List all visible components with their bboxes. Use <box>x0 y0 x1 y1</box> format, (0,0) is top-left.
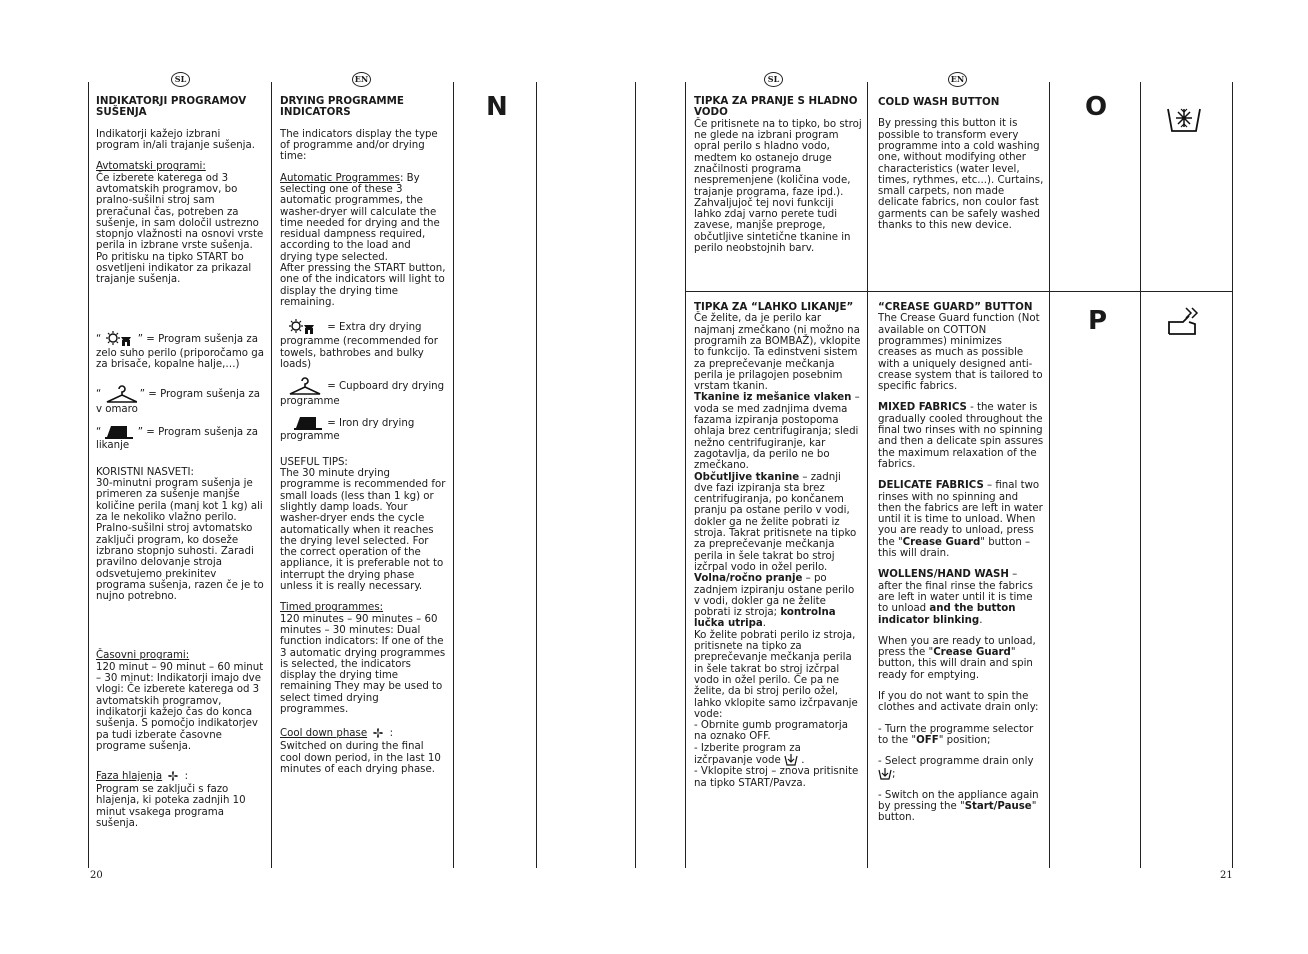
en-drying-intro: The indicators display the type of programme and/or drying time: <box>280 128 438 163</box>
en-delicate-text: – final two rinses with no spinning and then the fabrics are left in water until it is time to unload. When you are ready to unload, press the " <box>878 480 1043 548</box>
en-delicate-end: " button – this will drain. <box>878 536 1031 560</box>
sl-tips-text: 30-minutni program sušenja je primeren za sušenje manjše količine perila (manj kot 1 kg) ali za le nekoliko vlažno perilo. Pralno-sušilni stroj avtomatsko zaključi program, ko doseže izbrano stopnjo suhosti. Zaradi pravilno delovanje stroja odsvetujemo prekinitev programa sušenja, razen če je to nujno potrebno. <box>96 478 264 603</box>
hanger-icon <box>280 376 324 396</box>
sl-quote-open-2: “ <box>96 389 102 401</box>
en-cool-text: Switched on during the final cool down period, in the last 10 minutes of each drying phase. <box>280 741 441 775</box>
sl-language-badge-right: SL <box>764 72 783 87</box>
fan-icon <box>370 725 386 741</box>
en-wool-label: WOLLENS/HAND WASH <box>878 569 1009 581</box>
en-mixed-label: MIXED FABRICS <box>878 402 967 414</box>
en-ready-end: " button, this will drain and spin ready for emptying. <box>878 647 1033 681</box>
hanger-icon <box>105 384 137 404</box>
en-delicate-label: DELICATE FABRICS <box>878 480 984 492</box>
en-switch-button-name: Start/Pause <box>964 801 1032 813</box>
sl-cool-text: Program se zaključi s fazo hlajenja, ki poteka zadnjih 10 minut vsakega programa sušenja. <box>96 784 246 829</box>
sl-cupboard-text: ” = Program sušenja za v omaro <box>96 389 260 416</box>
en-cold-wash-heading: COLD WASH BUTTON <box>878 96 1000 108</box>
en-auto-text: : By selecting one of these 3 automatic programmes, the washer-dryer will calculate the time needed for drying and the residual dampness required, according to the load and drying type selected. <box>280 172 440 263</box>
drain-icon <box>784 754 798 766</box>
sl-auto-text-2: Po pritisku na tipko START bo osvetljeni indikator za prikazal trajanje sušenja. <box>96 251 252 286</box>
sl-crease-heading: TIPKA ZA “LAHKO LIKANJE” <box>694 301 854 313</box>
en-timed-title: Timed programmes: <box>280 602 384 614</box>
en-tips-text: The 30 minute drying programme is recommended for small loads (less than 1 kg) or slightly damp loads. Your washer-dryer ends the cycle automatically when it reaches the drying level selected. For the correct operation of the appliance, it is preferable not to interrupt the drying phase unless it is really necessary. <box>280 468 446 593</box>
sl-auto-title: Avtomatski programi: <box>96 161 206 173</box>
sl-lamp-label: kontrolna lučka utripa <box>694 607 836 630</box>
en-language-badge: EN <box>352 72 371 87</box>
sl-mixed-text: – voda se med zadnjima dvema fazama izpiranja postopoma ohlaja brez centrifugiranja; sledi nežno centrifugiranje, kar zagotavlja, da perilo ne bo zmečkano. <box>694 392 860 472</box>
en-crease-intro: The Crease Guard function (Not available on COTTON programmes) minimizes creases as much as possible with a uniquely designed anti-crease system that is tailored to specific fabrics. <box>878 313 1043 393</box>
en-timed-text: 120 minutes – 90 minutes – 60 minutes – 30 minutes: Dual function indicators: If one of the 3 automatic drying programmes is selected, the indicators display the drying time remaining They may be used to select timed drying programmes. <box>280 613 446 715</box>
en-drying-indicators-column: DRYING PROGRAMME INDICATORS The indicators display the type of programme and/or drying time: Automatic Programmes: By selecting one of these 3 automatic programmes, the washer-dryer will calculate the time needed for drying and the residual dampness required, according to the load and drying type selected. After pressing the START button, one of the indicators will light to display the drying time remaining. = Extra dry drying programme (recommended for towels, bathrobes and bulky loads) = Cupboard dry drying programme = Iron dry drying programme USEFUL TIPS: The 30 minute drying programme is recommended for small loads (less than 1 kg) or slightly damp loads. Your washer-dryer ends the cycle automatically when it reaches the drying level selected. For the correct operation of the appliance, it is preferable not to interrupt the drying phase unless it is really necessary. Timed programmes: 120 minutes – 90 minutes – 60 minutes – 30 minutes: Dual function indicators: If one of the 3 automatic drying programmes is selected, the indicators display the drying time remaining They may be used to select timed drying programmes. Cool down phase : Switched on during the final cool down period, in the last 10 minutes of each drying phase. <box>280 95 446 775</box>
en-turn-text: - Turn the programme selector to the " <box>878 723 1034 746</box>
en-cold-wash-text: By pressing this button it is possible to transform every programme into a cold washing one, without modifying other characteristics (water level, times, rythmes, etc...). Curtains, small carpets, non made delicate fabrics, non coulor fast garments can be safely washed thanks to this new device. <box>878 118 1044 232</box>
left-page-rule-1 <box>88 82 89 868</box>
sl-crease-guard-column: TIPKA ZA “LAHKO LIKANJE” Če želite, da je perilo kar najmanj zmečkano (ni možno na programih za BOMBAŽ), vklopite to funkcijo. Ta edinstveni sistem za preprečevanje mečkanja perila je prilagojen posebnim vrstam tkanin. Tkanine iz mešanice vlaken – voda se med zadnjima dvema fazama izpiranja postopoma ohlaja brez centrifugiranja; sledi nežno centrifugiranje, kar zagotavlja, da perilo ne bo zmečkano. Občutljive tkanine – zadnji dve fazi izpiranja sta brez centrifugiranja, po končanem pranju pa ostane perilo v vodi, dokler ga ne želite pobrati iz stroja. Takrat pritisnete na tipko za preprečevanje mečkanja perila in šele takrat bo stroj izčrpal vodo in ožel perilo. Volna/ročno pranje – po zadnjem izpiranju ostane perilo v vodi, dokler ga ne želite pobrati iz stroja; kontrolna lučka utripa. Ko želite pobrati perilo iz stroja, pritisnete na tipko za preprečevanje mečkanja perila in šele takrat bo stroj izčrpal vodo in ožel perilo. Če pa ne želite, da bi stroj perilo ožel, lahko vklopite samo izčrpavanje vode: - Obrnite gumb programatorja na oznako OFF. - Izberite program za izčrpavanje vode . - Vklopite stroj – znova pritisnite na tipko START/Pavza. <box>694 301 861 789</box>
sl-delicate-label: Občutljive tkanine <box>694 471 800 483</box>
section-letter-o: O <box>1085 92 1108 122</box>
extra-dry-icon <box>105 330 135 348</box>
en-turn-end: " position; <box>938 734 991 746</box>
en-extra-dry-text: = Extra dry drying programme (recommended for towels, bathrobes and bulky loads) <box>280 322 438 370</box>
sl-cold-wash-column <box>694 96 862 264</box>
right-page-rule-4 <box>1140 82 1141 868</box>
en-auto-title: Automatic Programmes <box>280 172 400 184</box>
en-delicate-button-name: Crease Guard <box>902 536 981 548</box>
en-auto-text-2: After pressing the START button, one of the indicators will light to display the drying time remaining. <box>280 263 446 308</box>
right-page-rule-5 <box>1232 82 1233 868</box>
page-number-left: 20 <box>90 870 103 881</box>
sl-tips-title: KORISTNI NASVETI: <box>96 466 194 478</box>
sl-wool-text: – po zadnjem izpiranju ostane perilo v vodi, dokler ga ne želite pobrati iz stroja; <box>694 573 855 619</box>
page-number-right: 21 <box>1220 870 1233 881</box>
iron-icon <box>105 424 135 440</box>
right-page-row-divider <box>686 291 1233 292</box>
en-cold-wash-column <box>878 97 1044 241</box>
sl-step-2: - Izberite program za izčrpavanje vode <box>694 742 801 766</box>
sl-quote-open-3: “ <box>96 426 102 438</box>
sl-delicate-text: – zadnji dve fazi izpiranja sta brez centrifugiranja, po končanem pranju pa ostane perilo v vodi, dokler ga ne želite pobrati iz stroja. Takrat pritisnete na tipko za preprečevanje mečkanja perila in šele takrat bo stroj izčrpal vodo in ožel perilo. <box>694 471 857 573</box>
sl-after-text: Ko želite pobrati perilo iz stroja, pritisnete na tipko za preprečevanje mečkanja perila in šele takrat bo stroj izčrpal vodo in ožel perilo. Če pa ne želite, da bi stroj perilo ožel, lahko vklopite samo izčrpavanje vode: <box>694 629 858 720</box>
en-select-text: - Select programme drain only <box>878 756 1034 768</box>
iron-icon <box>280 415 324 431</box>
sl-step-1: - Obrnite gumb programatorja na oznako OFF. <box>694 720 848 743</box>
sl-wool-label: Volna/ročno pranje <box>694 573 803 585</box>
en-crease-heading: “CREASE GUARD” BUTTON <box>878 301 1033 313</box>
sl-cool-title: Faza hlajenja <box>96 771 163 783</box>
en-cool-title: Cool down phase <box>280 728 368 740</box>
left-page-rule-5 <box>635 82 636 868</box>
sl-timed-title: Časovni programi: <box>96 650 190 662</box>
sl-quote-open: “ <box>96 333 102 345</box>
sl-crease-intro: Če želite, da je perilo kar najmanj zmečkano (ni možno na programih za BOMBAŽ), vklopite to funkcijo. Ta edinstveni sistem za preprečevanje mečkanja perila je prilagojen posebnim vrstam tkanin. <box>694 313 861 393</box>
right-page-rule-1 <box>685 82 686 868</box>
en-wool-blink: and the button indicator blinking <box>878 603 1016 626</box>
crease-guard-icon <box>1166 306 1202 336</box>
en-wool-text: – after the final rinse the fabrics are left in water until it is time to unload <box>878 569 1033 615</box>
right-page-rule-3 <box>1049 82 1050 868</box>
fan-icon <box>165 768 181 784</box>
en-ready-button-name: Crease Guard <box>933 647 1011 659</box>
left-page-rule-2 <box>271 82 272 868</box>
en-drain-only-text: If you do not want to spin the clothes and activate drain only: <box>878 691 1039 714</box>
sl-cold-wash-heading: TIPKA ZA PRANJE S HLADNO VODO <box>694 95 858 119</box>
sl-cold-wash-text: Če pritisnete na to tipko, bo stroj ne glede na izbrani program opral perilo s hladno vodo, medtem ko ostanejo druge značilnosti programa nespremenjene (količina vode, trajanje programa, faze ipd.). Zahvaljujoč tej novi funkciji lahko zdaj varno perete tudi zavese, manjše preproge, občutljive sintetične tkanine in perilo neobstojnih barv. <box>694 118 862 255</box>
en-switch-end: " button. <box>878 801 1037 824</box>
right-page-rule-2 <box>867 82 868 868</box>
en-drying-heading: DRYING PROGRAMME INDICATORS <box>280 95 404 119</box>
extra-dry-icon <box>280 318 324 336</box>
en-mixed-text: - the water is gradually cooled throughout the final two rinses with no spinning and then a delicate spin assures the maximum relaxation of the fabrics. <box>878 402 1044 470</box>
en-iron-text: = Iron dry drying programme <box>280 418 415 443</box>
sl-auto-text: Če izberete katerega od 3 avtomatskih programov, bo pralno-sušilni stroj sam preračunal čas, potreben za sušenje, in sam določil ustrezno stopnjo vlažnosti na osnovi vrste perila in izbrane vrste sušenja. <box>96 172 264 252</box>
section-letter-p: P <box>1088 306 1108 336</box>
sl-step-3: - Vklopite stroj – znova pritisnite na tipko START/Pavza. <box>694 766 859 789</box>
sl-timed-text: 120 minut – 90 minut – 60 minut – 30 minut: Indikatorji imajo dve vlogi: Če izberete katerega od 3 avtomatskih programov, indikatorji kažejo čas do konca sušenja. S pomočjo indikatorjev pa tudi izberate časovne programe sušenja. <box>96 661 264 752</box>
en-tips-title: USEFUL TIPS: <box>280 456 348 468</box>
sl-drying-indicators-column: INDIKATORJI PROGRAMOV SUŠENJA Indikatorji kažejo izbrani program in/ali trajanje sušenja. Avtomatski programi: Če izberete katerega od 3 avtomatskih programov, bo pralno-sušilni stroj sam preračunal čas, potreben za sušenje, in sam določil ustrezno stopnjo vlažnosti na osnovi vrste perila in izbrane vrste sušenja. Po pritisku na tipko START bo osvetljeni indikator za prikazal trajanje sušenja. “ ” = Program sušenja za zelo suho perilo (priporočamo ga za brisače, kopalne halje,…) “ ” = Program sušenja za v omaro “ ” = Program sušenja za likanje KORISTNI NASVETI: 30-minutni program sušenja je primeren za sušenje manjše količine perila (manj kot 1 kg) ali za le nekoliko vlažno perilo. Pralno-sušilni stroj avtomatsko zaključi program, ko doseže izbrano stopnjo suhosti. Zaradi pravilno delovanje stroja odsvetujemo prekinitev programa sušenja, razen če je to nujno potrebno. Časovni programi: 120 minut – 90 minut – 60 minut – 30 minut: Indikatorji imajo dve vlogi: Če izberete katerega od 3 avtomatskih programov, indikatorji kažejo čas do konca sušenja. S pomočjo indikatorjev pa tudi izberate časovne programe sušenja. Faza hlajenja : Program se zaključi s fazo hlajenja, ki poteka zadnjih 10 minut vsakega programa sušenja. <box>96 96 266 839</box>
en-turn-off: OFF <box>916 734 939 746</box>
sl-extra-dry-text: ” = Program sušenja za zelo suho perilo (priporočamo ga za brisače, kopalne halje,…) <box>96 333 264 370</box>
en-crease-guard-column: “CREASE GUARD” BUTTON The Crease Guard function (Not available on COTTON programmes) minimizes creases as much as possible with a uniquely designed anti-crease system that is tailored to specific fabrics. MIXED FABRICS - the water is gradually cooled throughout the final two rinses with no spinning and then a delicate spin assures the maximum relaxation of the fabrics. DELICATE FABRICS – final two rinses with no spinning and then the fabrics are left in water until it is time to unload. When you are ready to unload, press the "Crease Guard" button – this will drain. WOLLENS/HAND WASH – after the final rinse the fabrics are left in water until it is time to unload and the button indicator blinking. When you are ready to unload, press the "Crease Guard" button, this will drain and spin ready for emptying. If you do not want to spin the clothes and activate drain only: - Turn the programme selector to the "OFF" position; - Select programme drain only ; - Switch on the appliance again by pressing the "Start/Pause" button. <box>878 301 1044 824</box>
left-page-rule-3 <box>453 82 454 868</box>
sl-language-badge: SL <box>171 72 190 87</box>
drain-icon <box>878 768 892 780</box>
en-switch-text: - Switch on the appliance again by pressing the " <box>878 789 1039 813</box>
sl-iron-text: ” = Program sušenja za likanje <box>96 426 258 451</box>
left-page-rule-4 <box>536 82 537 868</box>
cold-wash-icon <box>1166 103 1202 133</box>
sl-mixed-label: Tkanine iz mešanice vlaken <box>694 392 852 404</box>
sl-drying-heading: INDIKATORJI PROGRAMOV SUŠENJA <box>96 95 247 119</box>
en-language-badge-right: EN <box>948 72 967 87</box>
en-ready-text: When you are ready to unload, press the " <box>878 635 1036 659</box>
section-letter-n: N <box>486 92 508 122</box>
en-cupboard-text: = Cupboard dry drying programme <box>280 381 445 408</box>
sl-drying-intro: Indikatorji kažejo izbrani program in/ali trajanje sušenja. <box>96 128 255 152</box>
